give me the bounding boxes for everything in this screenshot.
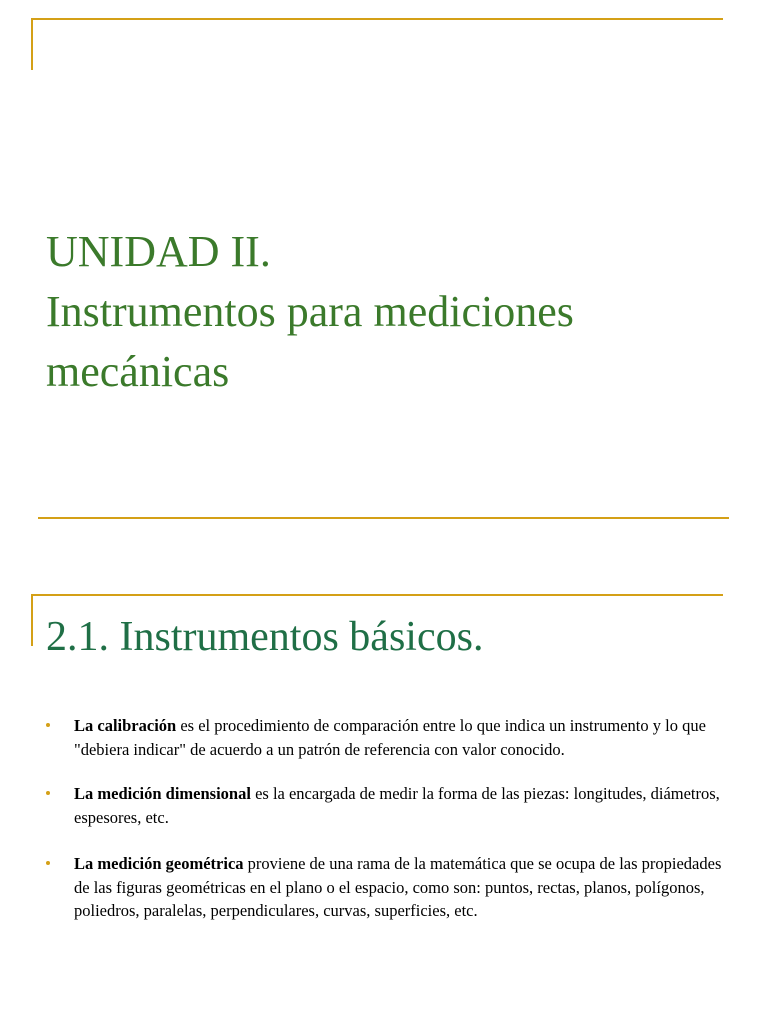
bullet-medicion-geometrica — [46, 852, 726, 923]
bullet-text: es el procedimiento de comparación entre lo que indica un instrumento y lo que "debiera indicar" de acuerdo a un patrón de referencia con valor conocido. — [74, 716, 706, 759]
slide2-left-rule — [31, 594, 33, 646]
bullet-term: La medición geométrica — [74, 854, 244, 873]
bullet-term: La calibración — [74, 716, 177, 735]
bullet-text: es la encargada de medir la forma de las piezas: longitudes, diámetros, espesores, etc. — [74, 784, 720, 827]
bullet-dot-icon — [46, 723, 50, 727]
section-title: 2.1. Instrumentos básicos. — [46, 614, 484, 660]
bullet-list — [46, 714, 726, 944]
slide1-title — [46, 222, 746, 402]
bullet-text: proviene de una rama de la matemática que se ocupa de las propiedades de las figuras geométricas en el plano o el espacio, como son: puntos, rectas, planos, polígonos, poliedros, paralelas, perpendiculares, curvas, superficies, etc. — [74, 854, 722, 920]
bullet-dot-icon — [46, 791, 50, 795]
slide-divider — [38, 517, 729, 519]
bullet-calibracion — [46, 714, 726, 761]
slide1-top-rule — [31, 18, 723, 20]
bullet-medicion-dimensional — [46, 782, 726, 829]
bullet-term: La medición dimensional — [74, 784, 251, 803]
title-line-2: Instrumentos para mediciones — [46, 287, 574, 336]
slide1-left-rule — [31, 18, 33, 70]
title-line-3: mecánicas — [46, 347, 230, 396]
slide2-top-rule — [31, 594, 723, 596]
title-line-1: UNIDAD II. — [46, 227, 271, 276]
bullet-dot-icon — [46, 861, 50, 865]
